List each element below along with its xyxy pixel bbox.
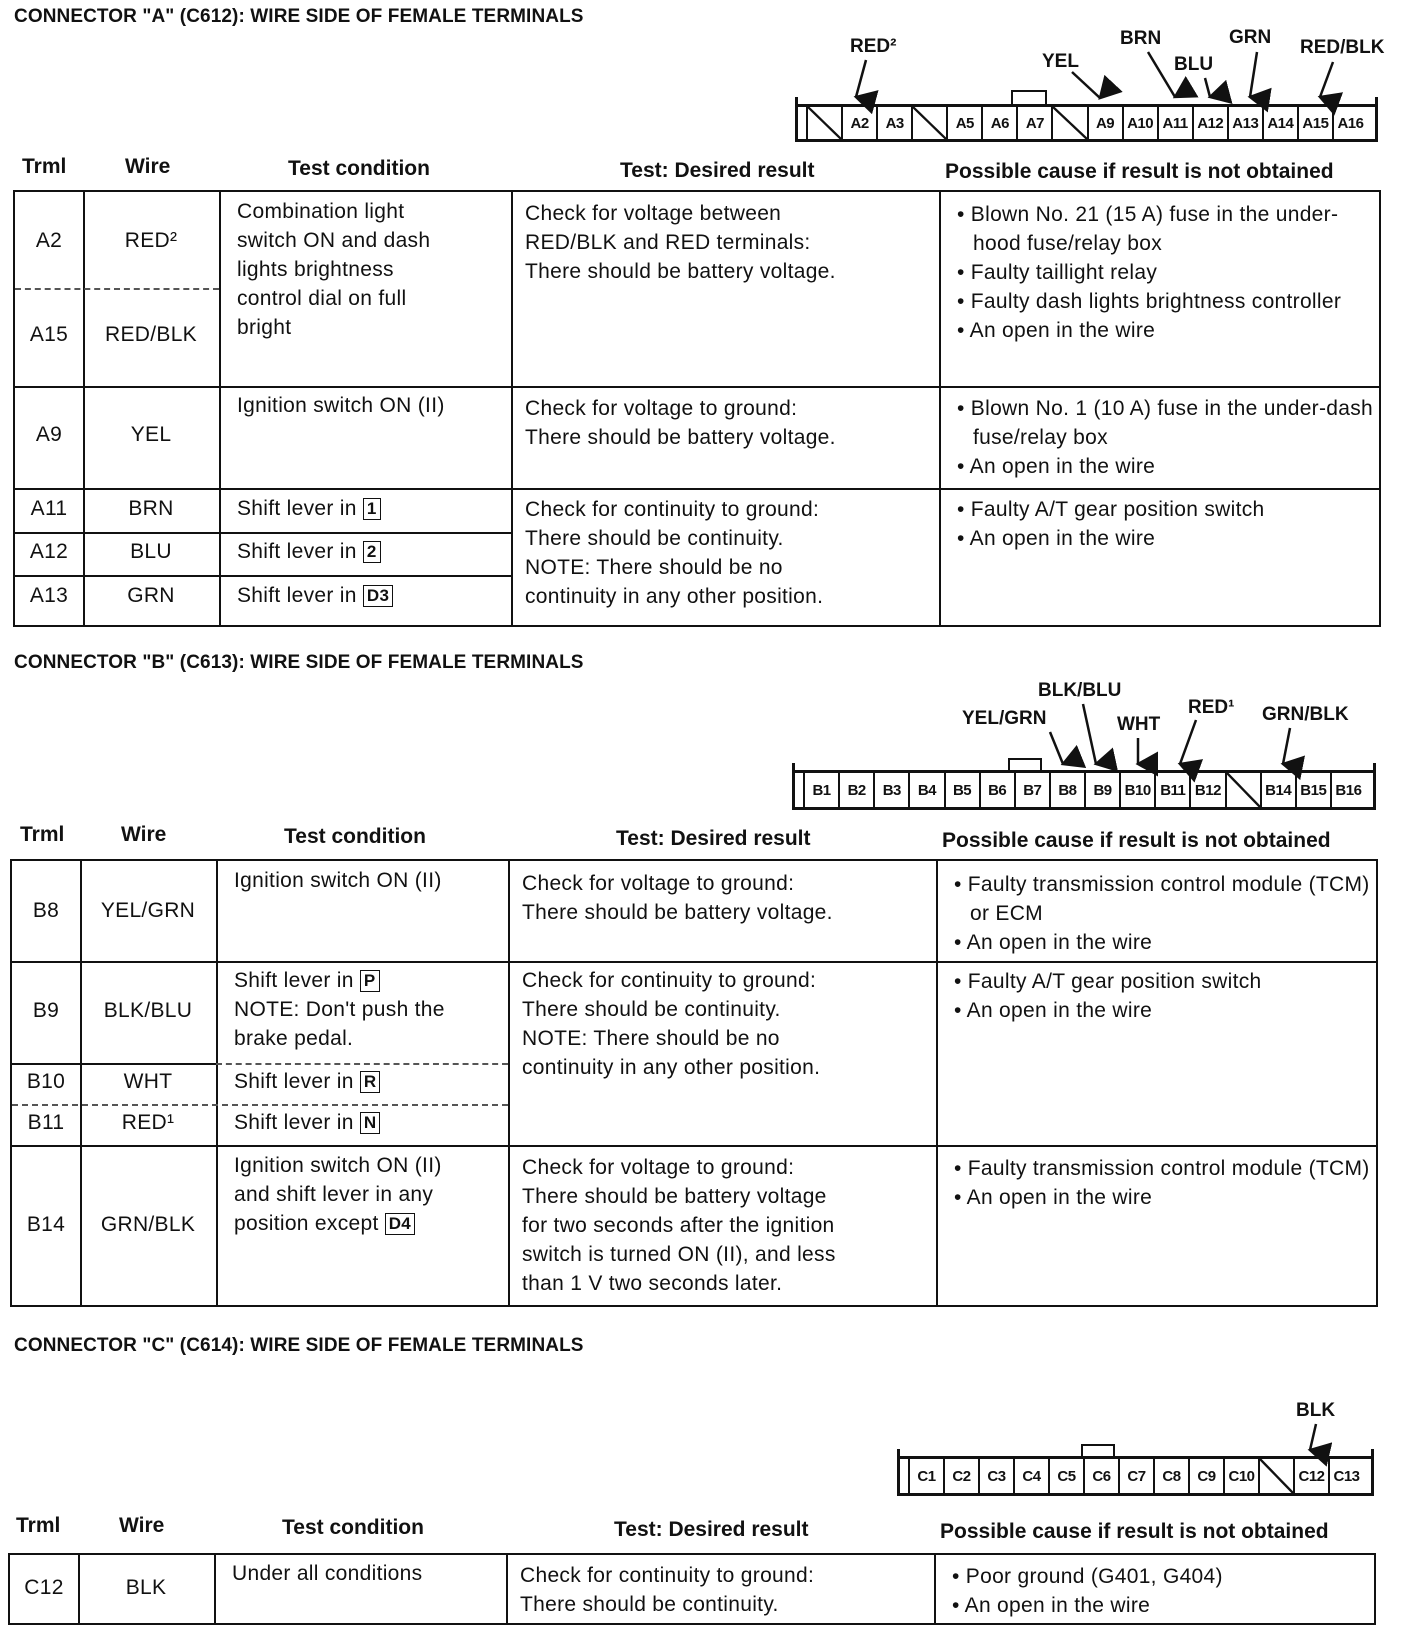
connector-a-title: CONNECTOR "A" (C612): WIRE SIDE OF FEMALE TERMINALS: [14, 6, 584, 27]
line: Check for continuity to ground:: [525, 498, 820, 521]
pin-a5: A5: [946, 107, 981, 139]
pin-c6: C6: [1083, 1459, 1118, 1493]
wire-label-blk-blu: BLK/BLU: [1038, 680, 1122, 701]
cause-item: • An open in the wire: [957, 319, 1156, 342]
cause-item: • Poor ground (G401, G404): [952, 1565, 1223, 1588]
header-cause-c: Possible cause if result is not obtained: [940, 1520, 1329, 1543]
line: switch is turned ON (II), and less: [522, 1243, 836, 1266]
cell-trml-a12: A12: [29, 540, 69, 563]
line: than 1 V two seconds later.: [522, 1272, 783, 1295]
cell-trml-a13: A13: [29, 584, 69, 607]
cause-item: • Faulty transmission control module (TCM) or ECM: [954, 873, 1370, 925]
cause-text: An open in the wire: [966, 1186, 1153, 1209]
pin-b15: B15: [1295, 773, 1330, 807]
shift-position-box: R: [360, 1071, 381, 1093]
cell-trml-b11: B11: [27, 1111, 65, 1134]
pin-b12: B12: [1189, 773, 1224, 807]
cell-wire-a13: GRN: [127, 584, 175, 607]
header-wire-a: Wire: [125, 155, 171, 178]
header-test-c: Test condition: [282, 1516, 424, 1539]
cell-trml-a15: A15: [29, 323, 69, 346]
cause-text: Blown No. 21 (15 A) fuse in the under-hood fuse/relay box: [970, 203, 1339, 255]
cell-cause-c12: [950, 1562, 1370, 1620]
header-result-b: Test: Desired result: [616, 827, 811, 850]
line: continuity in any other position.: [525, 585, 824, 608]
cell-wire-b10: WHT: [123, 1070, 173, 1093]
pin-c5: C5: [1048, 1459, 1083, 1493]
pin-b5: B5: [944, 773, 979, 807]
cell-test-c12: Under all conditions: [232, 1562, 423, 1585]
cell-trml-c12: C12: [24, 1576, 64, 1599]
pin-c8: C8: [1153, 1459, 1188, 1493]
pin-c7: C7: [1118, 1459, 1153, 1493]
shift-position-box: D4: [385, 1213, 415, 1235]
header-result-c: Test: Desired result: [614, 1518, 809, 1541]
cell-test-b8: Ignition switch ON (II): [234, 869, 442, 892]
cell-wire-a2: RED²: [124, 229, 178, 252]
pin-a2: A2: [841, 107, 876, 139]
pin-c13: C13: [1328, 1459, 1363, 1493]
cause-item: • Faulty transmission control module (TCM): [954, 1157, 1370, 1180]
cell-wire-b11: RED¹: [121, 1111, 175, 1134]
cell-result-c12: [520, 1561, 930, 1619]
pin-a13: A13: [1227, 107, 1262, 139]
pin-c1: C1: [908, 1459, 943, 1493]
cell-trml-a9: A9: [35, 423, 63, 446]
cause-text: Poor ground (G401, G404): [965, 1565, 1223, 1588]
header-wire-c: Wire: [119, 1514, 165, 1537]
pin-a14: A14: [1262, 107, 1297, 139]
test-text: Shift lever in: [234, 969, 354, 992]
cell-wire-b9: BLK/BLU: [103, 999, 193, 1022]
pin-a12: A12: [1192, 107, 1227, 139]
pin-a10: A10: [1122, 107, 1157, 139]
header-test-a: Test condition: [288, 157, 430, 180]
line: There should be battery voltage.: [522, 901, 833, 924]
pin-c2: C2: [943, 1459, 978, 1493]
pin-c4: C4: [1013, 1459, 1048, 1493]
wire-label-grn: GRN: [1229, 27, 1272, 48]
shift-position-box: 1: [363, 498, 381, 520]
pin-b1: B1: [803, 773, 838, 807]
cause-item: • Blown No. 21 (15 A) fuse in the under-hood fuse/relay box: [957, 203, 1339, 255]
cause-text: Faulty transmission control module (TCM) or ECM: [967, 873, 1370, 925]
cause-item: • An open in the wire: [954, 1186, 1153, 1209]
line: bright: [237, 316, 292, 339]
cause-text: An open in the wire: [969, 527, 1156, 550]
cell-trml-a11: A11: [30, 497, 68, 520]
connector-c-title: CONNECTOR "C" (C614): WIRE SIDE OF FEMALE TERMINALS: [14, 1335, 584, 1356]
cause-item: • An open in the wire: [954, 931, 1153, 954]
line: RED/BLK and RED terminals:: [525, 231, 811, 254]
wire-label-grn-blk: GRN/BLK: [1262, 704, 1349, 725]
cause-text: An open in the wire: [966, 999, 1153, 1022]
shift-position-box: P: [360, 970, 380, 992]
pin-b6: B6: [979, 773, 1014, 807]
header-test-b: Test condition: [284, 825, 426, 848]
pin-b4: B4: [908, 773, 943, 807]
cause-item: • Faulty dash lights brightness controller: [957, 290, 1342, 313]
line: There should be battery voltage.: [525, 260, 836, 283]
wire-label-blu: BLU: [1174, 54, 1214, 75]
pin-b11: B11: [1154, 773, 1189, 807]
cause-item: • Faulty taillight relay: [957, 261, 1158, 284]
pin-b9: B9: [1084, 773, 1119, 807]
pin-a15: A15: [1297, 107, 1332, 139]
line: brake pedal.: [234, 1027, 354, 1050]
line: Check for voltage to ground:: [522, 1156, 795, 1179]
cause-text: An open in the wire: [969, 455, 1156, 478]
pin-c3: C3: [978, 1459, 1013, 1493]
line: Check for continuity to ground:: [522, 969, 817, 992]
cell-trml-b8: B8: [32, 899, 60, 922]
pin-b8: B8: [1049, 773, 1084, 807]
header-cause-a: Possible cause if result is not obtained: [945, 160, 1334, 183]
cell-wire-a15: RED/BLK: [105, 323, 197, 346]
cause-text: Faulty dash lights brightness controller: [970, 290, 1342, 313]
wire-label-yel-grn: YEL/GRN: [962, 708, 1047, 729]
wire-label-red1: RED¹: [1188, 697, 1235, 718]
cell-test-a9: Ignition switch ON (II): [237, 394, 445, 417]
line: lights brightness: [237, 258, 394, 281]
pin-b7: B7: [1014, 773, 1049, 807]
cell-trml-b9: B9: [32, 999, 60, 1022]
line: Check for voltage to ground:: [525, 397, 798, 420]
line: There should be continuity.: [522, 998, 781, 1021]
header-trml-c: Trml: [16, 1514, 61, 1537]
pin-c12: C12: [1293, 1459, 1328, 1493]
test-text: Shift lever in: [234, 1111, 354, 1134]
cause-item: • An open in the wire: [952, 1594, 1151, 1617]
header-result-a: Test: Desired result: [620, 159, 815, 182]
cause-item: • Faulty A/T gear position switch: [954, 970, 1262, 993]
pin-b2: B2: [838, 773, 873, 807]
pin-c9: C9: [1188, 1459, 1223, 1493]
cause-item: • Blown No. 1 (10 A) fuse in the under-dash fuse/relay box: [957, 397, 1373, 449]
line: Ignition switch ON (II): [234, 1154, 442, 1177]
header-trml-b: Trml: [20, 823, 65, 846]
cause-item: • An open in the wire: [957, 455, 1156, 478]
line: NOTE: Don't push the: [234, 998, 445, 1021]
cause-item: • An open in the wire: [957, 527, 1156, 550]
shift-position-box: N: [360, 1112, 381, 1134]
line: control dial on full: [237, 287, 407, 310]
pin-c10: C10: [1223, 1459, 1258, 1493]
pin-a6: A6: [981, 107, 1016, 139]
line: Check for voltage between: [525, 202, 782, 225]
line: There should be battery voltage: [522, 1185, 827, 1208]
pin-b14: B14: [1260, 773, 1295, 807]
wire-label-blk: BLK: [1296, 1400, 1336, 1421]
header-wire-b: Wire: [121, 823, 167, 846]
header-cause-b: Possible cause if result is not obtained: [942, 829, 1331, 852]
cause-item: • An open in the wire: [954, 999, 1153, 1022]
connector-b-title: CONNECTOR "B" (C613): WIRE SIDE OF FEMALE TERMINALS: [14, 652, 584, 673]
cause-item: • Faulty A/T gear position switch: [957, 498, 1265, 521]
line: NOTE: There should be no: [525, 556, 783, 579]
line: Check for continuity to ground:: [520, 1564, 815, 1587]
line: There should be battery voltage.: [525, 426, 836, 449]
connector-c-table: [8, 1553, 1376, 1625]
line: and shift lever in any: [234, 1183, 434, 1206]
cell-wire-a12: BLU: [130, 540, 172, 563]
pin-a11: A11: [1157, 107, 1192, 139]
line: Check for voltage to ground:: [522, 872, 795, 895]
line: There should be continuity.: [525, 527, 784, 550]
cause-text: Faulty transmission control module (TCM): [967, 1157, 1370, 1180]
shift-position-box: 2: [363, 541, 381, 563]
wire-label-yel: YEL: [1042, 51, 1079, 72]
wire-label-brn: BRN: [1120, 28, 1162, 49]
shift-position-box: D3: [363, 585, 393, 607]
cause-text: Faulty A/T gear position switch: [967, 970, 1262, 993]
cell-trml-b14: B14: [26, 1213, 66, 1236]
cell-trml-b10: B10: [26, 1070, 66, 1093]
cause-text: An open in the wire: [964, 1594, 1151, 1617]
cell-wire-a11: BRN: [128, 497, 174, 520]
cause-text: Faulty A/T gear position switch: [970, 498, 1265, 521]
cell-trml-a2: A2: [35, 229, 63, 252]
wire-label-red2: RED²: [850, 36, 897, 57]
cell-wire-c12: BLK: [125, 1576, 167, 1599]
pin-a7: A7: [1016, 107, 1051, 139]
line: Combination light: [237, 200, 405, 223]
test-text: Shift lever in: [234, 1070, 354, 1093]
test-text: Shift lever in: [237, 540, 357, 563]
cell-wire-b14: GRN/BLK: [100, 1213, 196, 1236]
pin-a3: A3: [876, 107, 911, 139]
cause-text: Blown No. 1 (10 A) fuse in the under-dash fuse/relay box: [970, 397, 1373, 449]
pin-a9: A9: [1087, 107, 1122, 139]
line: NOTE: There should be no: [522, 1027, 780, 1050]
pin-b10: B10: [1119, 773, 1154, 807]
cause-text: An open in the wire: [969, 319, 1156, 342]
test-text: Shift lever in: [237, 497, 357, 520]
cause-text: Faulty taillight relay: [970, 261, 1158, 284]
test-text: Shift lever in: [237, 584, 357, 607]
line: continuity in any other position.: [522, 1056, 821, 1079]
line: switch ON and dash: [237, 229, 431, 252]
cell-wire-b8: YEL/GRN: [100, 899, 196, 922]
pin-b3: B3: [873, 773, 908, 807]
line: for two seconds after the ignition: [522, 1214, 835, 1237]
wire-label-wht: WHT: [1117, 714, 1161, 735]
header-trml-a: Trml: [22, 155, 67, 178]
wire-label-red-blk: RED/BLK: [1300, 37, 1385, 58]
cause-text: An open in the wire: [966, 931, 1153, 954]
line: There should be continuity.: [520, 1593, 779, 1616]
test-text: position except: [234, 1212, 379, 1235]
pin-b16: B16: [1330, 773, 1365, 807]
pin-a16: A16: [1332, 107, 1367, 139]
cell-wire-a9: YEL: [130, 423, 172, 446]
